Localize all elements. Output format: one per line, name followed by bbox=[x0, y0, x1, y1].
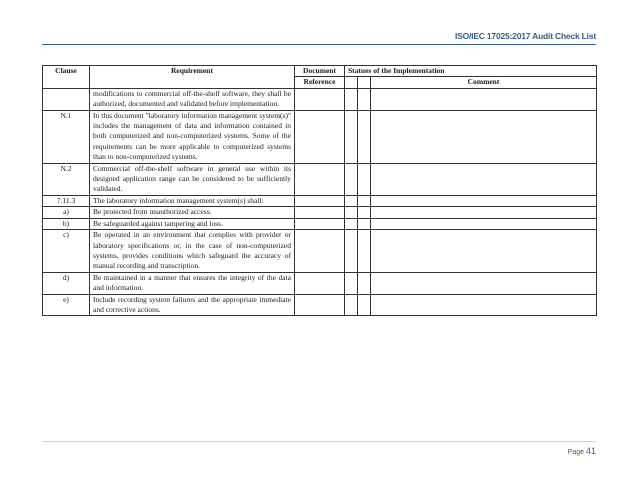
table-row bbox=[43, 163, 597, 195]
column-header-reference: Reference bbox=[295, 77, 345, 88]
comment-cell[interactable] bbox=[371, 207, 597, 218]
document-title: ISO/IEC 17025:2017 Audit Check List bbox=[454, 31, 596, 41]
table-row bbox=[43, 195, 597, 206]
comment-cell[interactable] bbox=[371, 88, 597, 110]
status-check-cell[interactable] bbox=[358, 230, 371, 273]
table-row bbox=[43, 110, 597, 163]
status-check-cell[interactable] bbox=[345, 272, 358, 294]
table-row bbox=[43, 218, 597, 229]
status-check-cell[interactable] bbox=[345, 163, 358, 195]
clause-cell: 7.11.3 bbox=[43, 195, 90, 206]
status-check-cell[interactable] bbox=[358, 207, 371, 218]
status-check-cell[interactable] bbox=[358, 163, 371, 195]
column-header-requirement: Requirement bbox=[90, 66, 295, 89]
column-header-comment: Comment bbox=[371, 77, 597, 88]
clause-cell: N.2 bbox=[43, 163, 90, 195]
requirement-cell: Be operated in an environment that complies with provider or laboratory specifications or, in the case of non-computerized systems, provides conditions which safeguard the accuracy of manual recording and transcription. bbox=[90, 230, 295, 273]
status-check-cell[interactable] bbox=[358, 218, 371, 229]
comment-cell[interactable] bbox=[371, 110, 597, 163]
clause-cell: d) bbox=[43, 272, 90, 294]
status-check-cell[interactable] bbox=[345, 195, 358, 206]
status-check-cell[interactable] bbox=[345, 110, 358, 163]
column-header-document: Document bbox=[295, 66, 345, 77]
table-header-row bbox=[43, 66, 597, 77]
status-check-cell[interactable] bbox=[345, 218, 358, 229]
requirement-cell: In this document "laboratory information management system(s)" includes the management of data and information contained in both computerized and non-computerized systems. Some of the requirements can be more applicable to computerized systems than to non-computerized systems. bbox=[90, 110, 295, 163]
requirement-cell: Include recording system failures and the appropriate immediate and corrective actions. bbox=[90, 294, 295, 316]
status-check-cell[interactable] bbox=[358, 294, 371, 316]
header-divider bbox=[42, 44, 596, 45]
page-label: Page bbox=[567, 449, 585, 456]
document-reference-cell[interactable] bbox=[295, 230, 345, 273]
status-check-cell[interactable] bbox=[358, 195, 371, 206]
requirement-cell: The laboratory information management system(s) shall: bbox=[90, 195, 295, 206]
status-check-cell[interactable] bbox=[345, 294, 358, 316]
status-check-cell[interactable] bbox=[345, 230, 358, 273]
clause-cell: e) bbox=[43, 294, 90, 316]
requirement-cell: Be protected from unauthorized access. bbox=[90, 207, 295, 218]
comment-cell[interactable] bbox=[371, 230, 597, 273]
table-row bbox=[43, 230, 597, 273]
clause-cell: b) bbox=[43, 218, 90, 229]
document-reference-cell[interactable] bbox=[295, 294, 345, 316]
document-reference-cell[interactable] bbox=[295, 272, 345, 294]
requirement-cell: modifications to commercial off-the-shelf software, they shall be authorized, documented and validated before implementation. bbox=[90, 88, 295, 110]
table-row bbox=[43, 207, 597, 218]
page-number bbox=[568, 446, 596, 456]
document-reference-cell[interactable] bbox=[295, 110, 345, 163]
document-reference-cell[interactable] bbox=[295, 207, 345, 218]
comment-cell[interactable] bbox=[371, 294, 597, 316]
clause-cell: c) bbox=[43, 230, 90, 273]
status-subcolumn-2 bbox=[358, 77, 371, 88]
status-check-cell[interactable] bbox=[358, 272, 371, 294]
status-check-cell[interactable] bbox=[358, 88, 371, 110]
status-check-cell[interactable] bbox=[358, 110, 371, 163]
requirement-cell: Be safeguarded against tampering and loss. bbox=[90, 218, 295, 229]
document-reference-cell[interactable] bbox=[295, 88, 345, 110]
requirement-cell: Be maintained in a manner that ensures the integrity of the data and information. bbox=[90, 272, 295, 294]
column-header-status: Statues of the Implementation bbox=[345, 66, 597, 77]
document-reference-cell[interactable] bbox=[295, 163, 345, 195]
requirement-cell: Commercial off-the-shelf software in general use within its designed application range can be considered to be sufficiently validated. bbox=[90, 163, 295, 195]
table-row bbox=[43, 272, 597, 294]
comment-cell[interactable] bbox=[371, 218, 597, 229]
footer-divider bbox=[42, 441, 596, 442]
clause-cell: N.1 bbox=[43, 110, 90, 163]
document-reference-cell[interactable] bbox=[295, 218, 345, 229]
status-subcolumn-1 bbox=[345, 77, 358, 88]
status-check-cell[interactable] bbox=[345, 88, 358, 110]
comment-cell[interactable] bbox=[371, 272, 597, 294]
clause-cell bbox=[43, 88, 90, 110]
table-row bbox=[43, 294, 597, 316]
comment-cell[interactable] bbox=[371, 195, 597, 206]
status-check-cell[interactable] bbox=[345, 207, 358, 218]
column-header-clause: Clause bbox=[43, 66, 90, 89]
clause-cell: a) bbox=[43, 207, 90, 218]
table-body bbox=[43, 88, 597, 316]
document-reference-cell[interactable] bbox=[295, 195, 345, 206]
page-number-value: 41 bbox=[585, 446, 596, 456]
audit-checklist-table bbox=[42, 65, 597, 316]
comment-cell[interactable] bbox=[371, 163, 597, 195]
table-row bbox=[43, 88, 597, 110]
